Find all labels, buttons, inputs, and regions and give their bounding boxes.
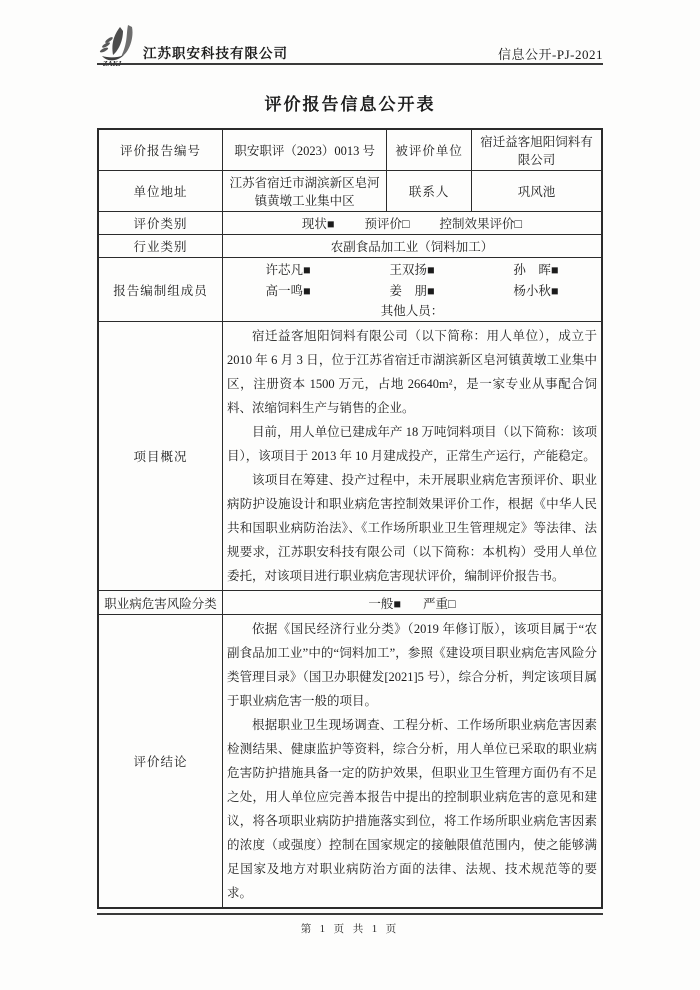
contact-value: 巩风池 [471, 171, 602, 212]
row-address [98, 171, 602, 212]
overview-paragraph: 宿迁益客旭阳饲料有限公司（以下简称：用人单位），成立于 2010 年 6 月 3 日，位于江苏省宿迁市湖滨新区皂河镇黄墩工业集中区，注册资本 1500 万元，占地 26640m²，是一家专业从事配合饲料、浓缩饲料生产与销售的企业。 [226, 329, 597, 415]
overview-paragraph: 该项目在筹建、投产过程中，未开展职业病危害预评价、职业病防护设施设计和职业病危害控制效果评价工作，根据《中华人民共和国职业病防治法》、《工作场所职业卫生管理规定》等法律、法规要求，江苏职安科技有限公司（以下简称：本机构）受用人单位委托，对该项目进行职业病危害现状评价，编制评价报告书。 [226, 473, 597, 583]
page-number: 第 1 页 共 1 页 [300, 924, 400, 935]
overview-paragraph: 目前，用人单位已建成年产 18 万吨饲料项目（以下简称：该项目），该项目于 2013 年 10 月建成投产，正常生产运行，产能稳定。 [226, 425, 597, 463]
row-overview [98, 322, 602, 591]
conclusion-paragraph: 根据职业卫生现场调查、工程分析、工作场所职业病危害因素检测结果、健康监护等资料，综合分析，用人单位已采取的职业病危害防护措施具备一定的防护效果，但职业卫生管理方面仍有不足之处，用人单位应完善本报告中提出的控制职业病危害的意见和建议，将各项职业病防护措施落实到位，将工作场所职业病危害因素的浓度（或强度）控制在国家规定的接触限值范围内，使之能够满足国家及地方对职业病防治方面的法律、法规、技术规范等的要求。 [226, 718, 597, 900]
row-team [98, 258, 602, 322]
industry-value: 农副食品加工业（饲料加工） [222, 235, 602, 258]
team-member: 杨小秋■ [513, 284, 559, 298]
contact-label: 联系人 [387, 171, 472, 212]
evaluated-unit-label: 被评价单位 [387, 129, 472, 171]
risk-option-severe: 严重□ [422, 596, 456, 611]
report-no-value: 职安职评（2023）0013 号 [222, 129, 386, 171]
team-member: 姜 朋■ [389, 284, 435, 298]
page-header [97, 0, 603, 68]
overview-text [222, 322, 602, 591]
row-conclusion [98, 615, 602, 909]
page-content [97, 0, 603, 909]
risk-option-general: 一般■ [368, 596, 401, 611]
info-table [97, 128, 603, 909]
team-member: 王双扬■ [389, 263, 435, 277]
team-members-cell [222, 258, 602, 322]
conclusion-label: 评价结论 [98, 615, 222, 909]
address-label: 单位地址 [98, 171, 222, 212]
eval-type-label: 评价类别 [98, 212, 222, 235]
team-label: 报告编制组成员 [98, 258, 222, 322]
row-risk [98, 591, 602, 615]
industry-label: 行业类别 [98, 235, 222, 258]
logo-badge-text: ZAKJ [103, 59, 122, 68]
team-member: 孙 晖■ [513, 263, 559, 277]
page-title: 评价报告信息公开表 [264, 95, 436, 114]
team-members-grid [227, 260, 597, 299]
row-industry [98, 235, 602, 258]
overview-label: 项目概况 [98, 322, 222, 591]
eval-type-option-pre: 预评价□ [364, 217, 410, 231]
header-brand [97, 24, 288, 68]
risk-label: 职业病危害风险分类 [98, 591, 222, 615]
company-name: 江苏职安科技有限公司 [143, 46, 288, 62]
eval-type-option-current: 现状■ [301, 217, 335, 231]
eval-type-option-control: 控制效果评价□ [439, 217, 523, 231]
eval-type-value [222, 212, 602, 235]
conclusion-text [222, 615, 602, 909]
doc-code: 信息公开-PJ-2021 [498, 46, 603, 62]
conclusion-paragraph: 依据《国民经济行业分类》（2019 年修订版），该项目属于“农副食品加工业”中的“饲料加工”，参照《建设项目职业病危害风险分类管理目录》（国卫办职健发[2021]5 号），综合分析，判定该项目属于职业病危害一般的项目。 [226, 622, 597, 708]
team-others-label: 其他人员： [380, 304, 444, 318]
company-logo-icon [97, 24, 143, 68]
team-member: 高一鸣■ [265, 284, 311, 298]
team-member: 许芯凡■ [265, 263, 311, 277]
risk-value [222, 591, 602, 615]
address-value: 江苏省宿迁市湖滨新区皂河镇黄墩工业集中区 [222, 171, 386, 212]
row-eval-type [98, 212, 602, 235]
page-footer [97, 913, 603, 937]
row-report-no [98, 129, 602, 171]
evaluated-unit-value: 宿迁益客旭阳饲料有限公司 [471, 129, 602, 171]
report-no-label: 评价报告编号 [98, 129, 222, 171]
